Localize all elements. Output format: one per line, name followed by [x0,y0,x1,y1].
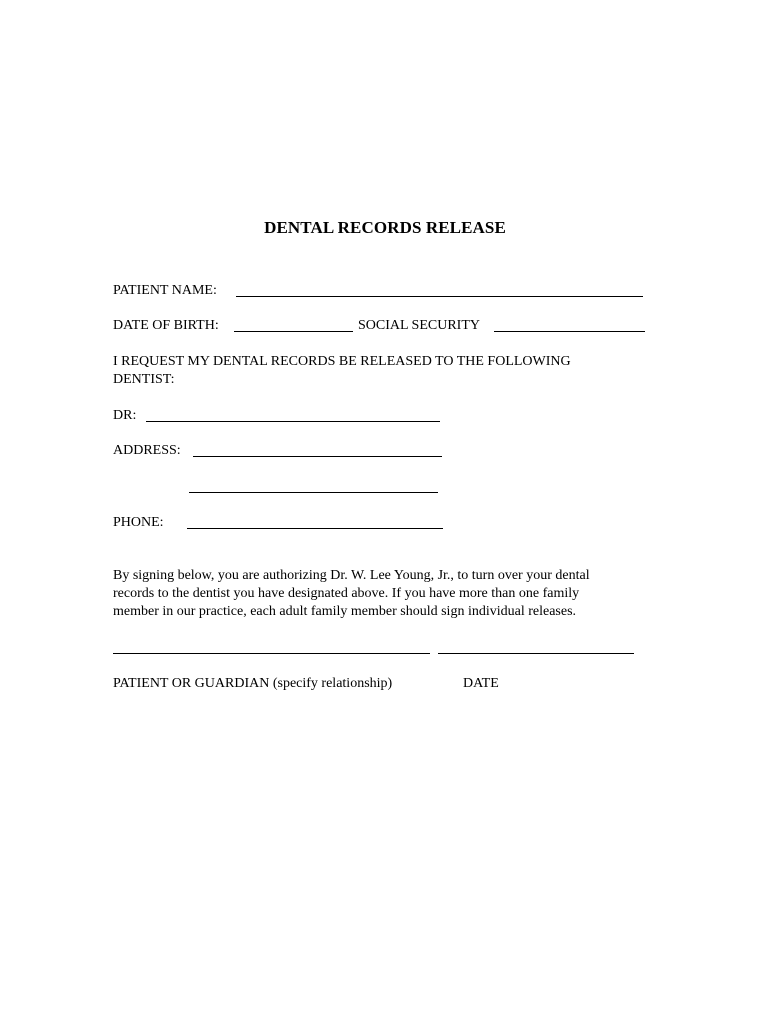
signature-label: PATIENT OR GUARDIAN (specify relationship) [113,676,393,691]
date-of-birth-label: DATE OF BIRTH: [113,318,219,333]
date-label: DATE [463,676,499,691]
address-field-line-1[interactable] [193,456,442,457]
signature-field[interactable] [113,653,430,654]
request-line-2: DENTIST: [113,372,175,387]
phone-label: PHONE: [113,515,164,530]
patient-name-field[interactable] [236,296,643,297]
request-line-1: I REQUEST MY DENTAL RECORDS BE RELEASED TO THE FOLLOWING [113,354,571,369]
authorization-line-1: By signing below, you are authorizing Dr. W. Lee Young, Jr., to turn over your dental [113,568,590,583]
address-field-line-2[interactable] [189,492,438,493]
phone-field[interactable] [187,528,443,529]
address-label: ADDRESS: [113,443,181,458]
date-field[interactable] [438,653,634,654]
date-of-birth-field[interactable] [234,331,353,332]
authorization-line-2: records to the dentist you have designated above. If you have more than one family [113,586,580,601]
form-title: DENTAL RECORDS RELEASE [264,218,506,237]
dr-label: DR: [113,408,137,423]
dr-field[interactable] [146,421,440,422]
social-security-field[interactable] [494,331,645,332]
patient-name-label: PATIENT NAME: [113,283,217,298]
authorization-line-3: member in our practice, each adult family member should sign individual releases. [113,604,577,619]
social-security-label: SOCIAL SECURITY [358,318,480,333]
